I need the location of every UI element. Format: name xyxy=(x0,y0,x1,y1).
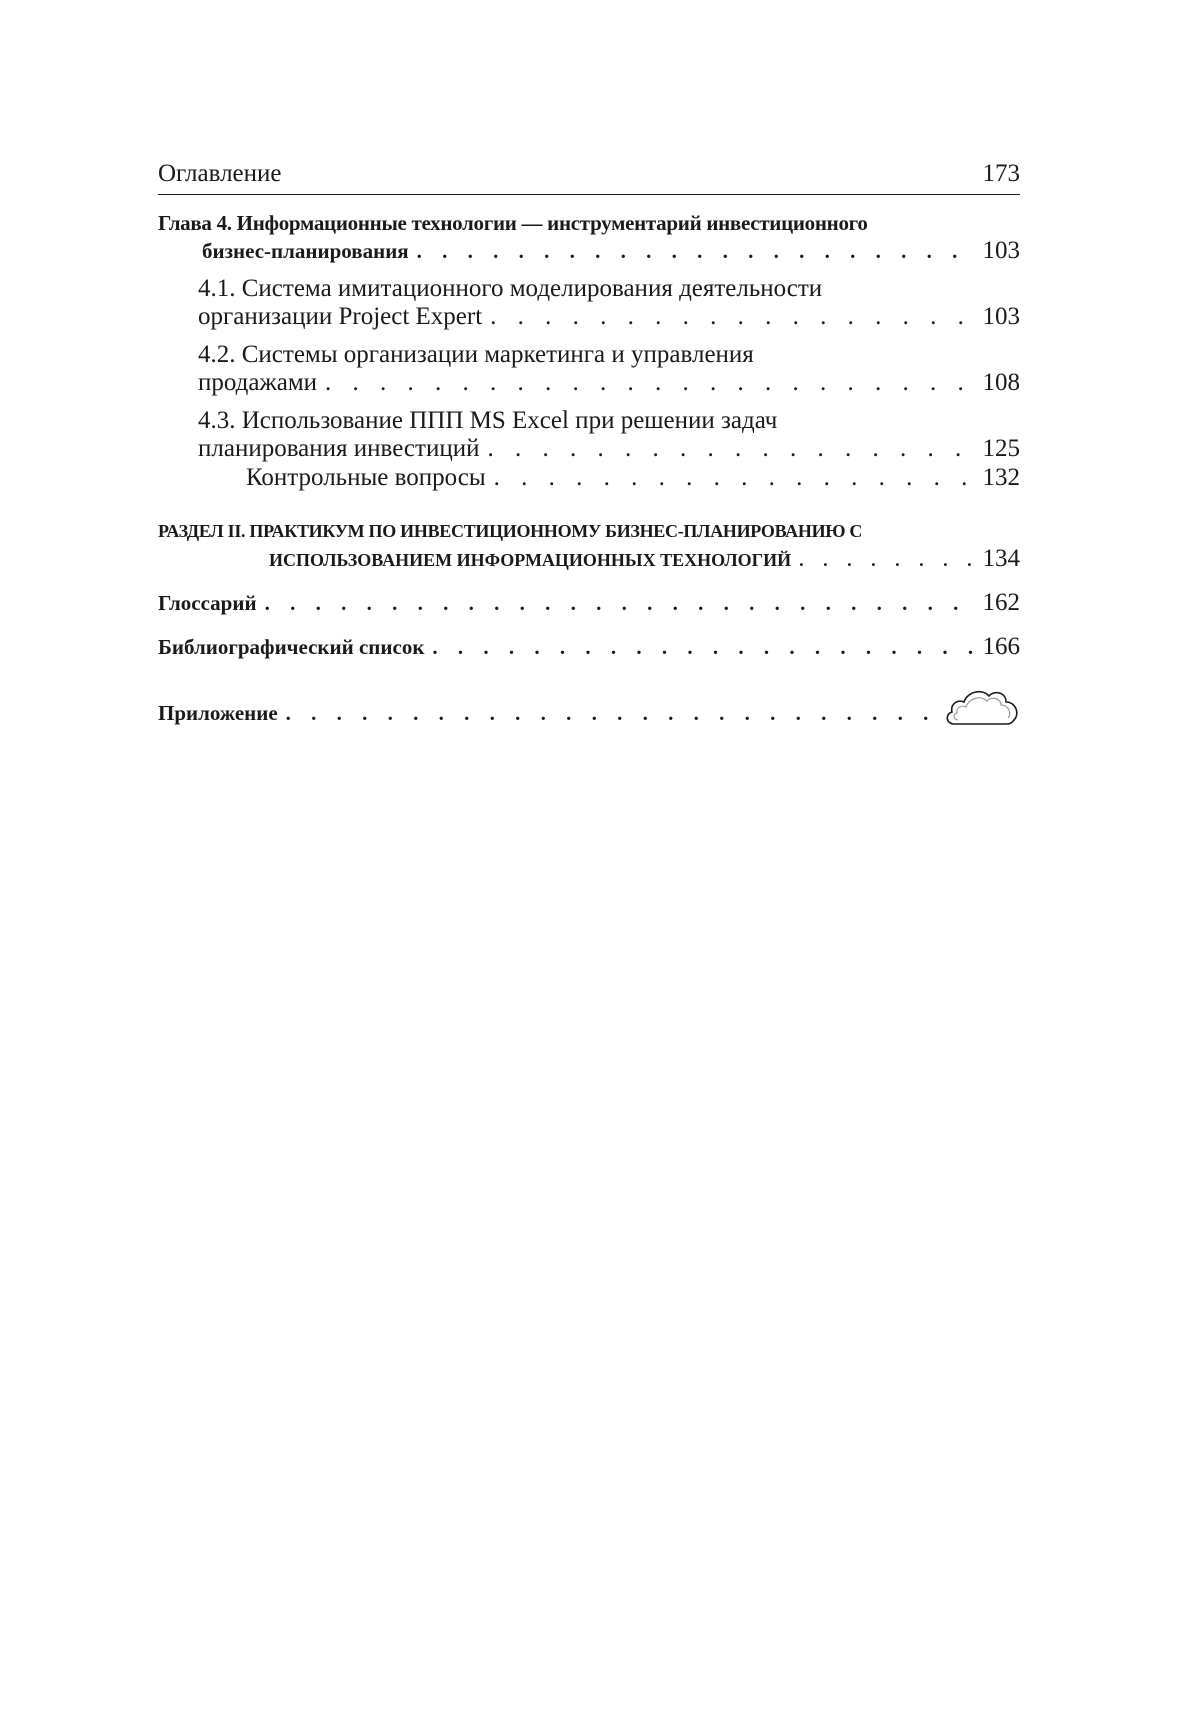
toc-entry-chapter-4[interactable] xyxy=(158,209,1020,265)
toc-entry-title-continued: ИСПОЛЬЗОВАНИЕМ ИНФОРМАЦИОННЫХ ТЕХНОЛОГИЙ xyxy=(269,550,792,570)
toc-entry-title: Библиографический список xyxy=(158,635,425,659)
dot-leader xyxy=(799,546,976,574)
toc-page-number: 134 xyxy=(982,545,1020,572)
toc-entry-title-continued: бизнес-планирования xyxy=(202,239,409,263)
dot-leader xyxy=(432,632,976,662)
dot-leader xyxy=(265,588,977,618)
toc-page-number: 125 xyxy=(982,435,1020,462)
toc-entry-control-questions[interactable] xyxy=(158,463,1020,493)
toc-page-number: 103 xyxy=(982,303,1020,330)
toc-entry-title-continued: продажами xyxy=(198,369,318,396)
toc-page-number: 162 xyxy=(982,589,1020,616)
toc-entry-part-2[interactable] xyxy=(158,517,1020,574)
toc-entry-title: Глава 4. Информационные технологии — инструментарий инвестиционного xyxy=(158,211,868,235)
toc-entry-title: 4.2. Системы организации маркетинга и управления xyxy=(198,341,754,368)
running-head-page-number: 173 xyxy=(982,160,1020,187)
toc-entry-title: 4.3. Использование ППП MS Excel при решении задач xyxy=(198,407,778,434)
toc-page xyxy=(158,160,1020,728)
toc-entry-title-continued: организации Project Expert xyxy=(198,303,483,330)
toc-page-number: 103 xyxy=(982,237,1020,264)
toc-page-number: 132 xyxy=(982,464,1020,491)
cloud-icon xyxy=(944,684,1020,728)
toc-page-number: 108 xyxy=(982,369,1020,396)
dot-leader xyxy=(494,463,977,493)
toc-entry-title: Контрольные вопросы xyxy=(246,464,486,491)
toc-entry-section-4-2[interactable] xyxy=(158,341,1020,397)
toc-entry-title: РАЗДЕЛ II. ПРАКТИКУМ ПО ИНВЕСТИЦИОННОМУ БИЗНЕС-ПЛАНИРОВАНИЮ С xyxy=(158,521,863,541)
running-head-title: Оглавление xyxy=(158,160,282,187)
toc-entry-bibliography[interactable] xyxy=(158,632,1020,662)
dot-leader xyxy=(286,698,936,728)
toc-entry-section-4-3[interactable] xyxy=(158,407,1020,463)
toc-entry-section-4-1[interactable] xyxy=(158,275,1020,331)
toc-page-number: 166 xyxy=(982,633,1020,660)
toc-entry-title: 4.1. Система имитационного моделирования деятельности xyxy=(198,275,823,302)
toc-entry-title: Приложение xyxy=(158,701,278,725)
dot-leader xyxy=(325,369,976,397)
dot-leader xyxy=(490,303,976,331)
toc-entry-appendix[interactable] xyxy=(158,676,1020,728)
dot-leader xyxy=(487,435,976,463)
table-of-contents xyxy=(158,209,1020,728)
toc-entry-title: Глоссарий xyxy=(158,591,257,615)
running-head xyxy=(158,160,1020,195)
toc-entry-title-continued: планирования инвестиций xyxy=(198,435,480,462)
dot-leader xyxy=(417,237,977,265)
toc-entry-glossary[interactable] xyxy=(158,588,1020,618)
